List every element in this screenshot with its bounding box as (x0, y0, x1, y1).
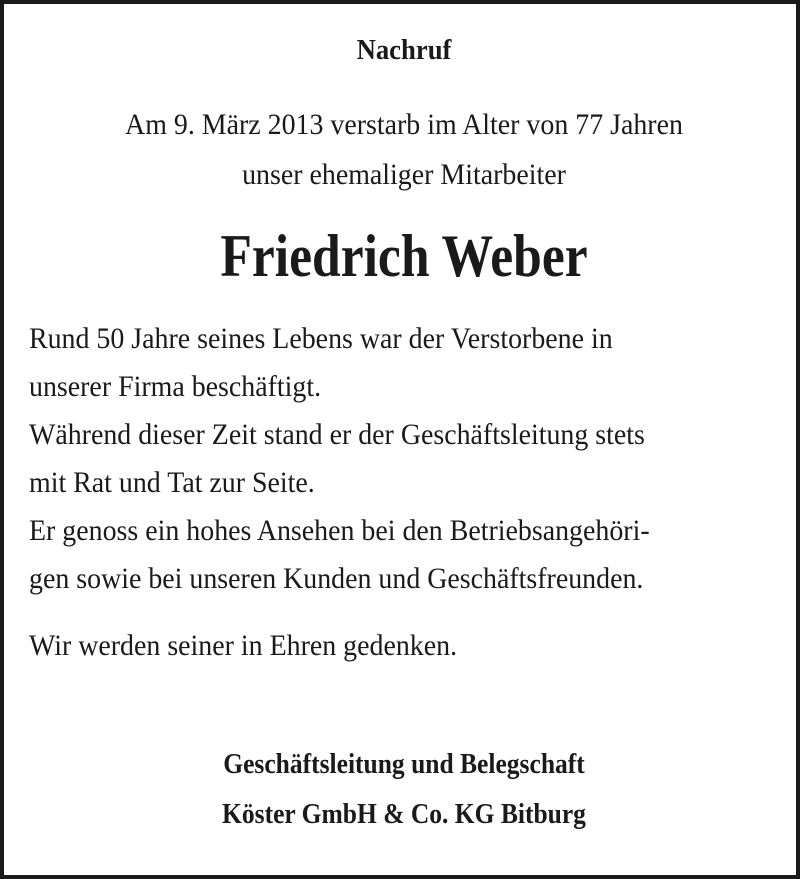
signature-line-1: Geschäftsleitung und Belegschaft (223, 748, 585, 780)
body-line-3: Während dieser Zeit stand er der Geschäftsleitung stets (29, 418, 645, 451)
body-line-2: unserer Firma beschäftigt. (29, 370, 322, 403)
body-line-4: mit Rat und Tat zur Seite. (29, 466, 315, 499)
deceased-name: Friedrich Weber (220, 223, 588, 289)
intro-line-1: Am 9. März 2013 verstarb im Alter von 77 Jahren (125, 108, 683, 141)
signature-line-2: Köster GmbH & Co. KG Bitburg (222, 798, 586, 830)
notice-heading: Nachruf (356, 34, 452, 66)
body-line-1: Rund 50 Jahre seines Lebens war der Verstorbene in (29, 322, 613, 355)
body-line-5: Er genoss ein hohes Ansehen bei den Betriebsangehöri- (29, 514, 650, 547)
closing-line: Wir werden seiner in Ehren gedenken. (29, 629, 458, 662)
body-line-6: gen sowie bei unseren Kunden und Geschäftsfreunden. (29, 562, 644, 595)
intro-line-2: unser ehemaliger Mitarbeiter (242, 158, 566, 191)
